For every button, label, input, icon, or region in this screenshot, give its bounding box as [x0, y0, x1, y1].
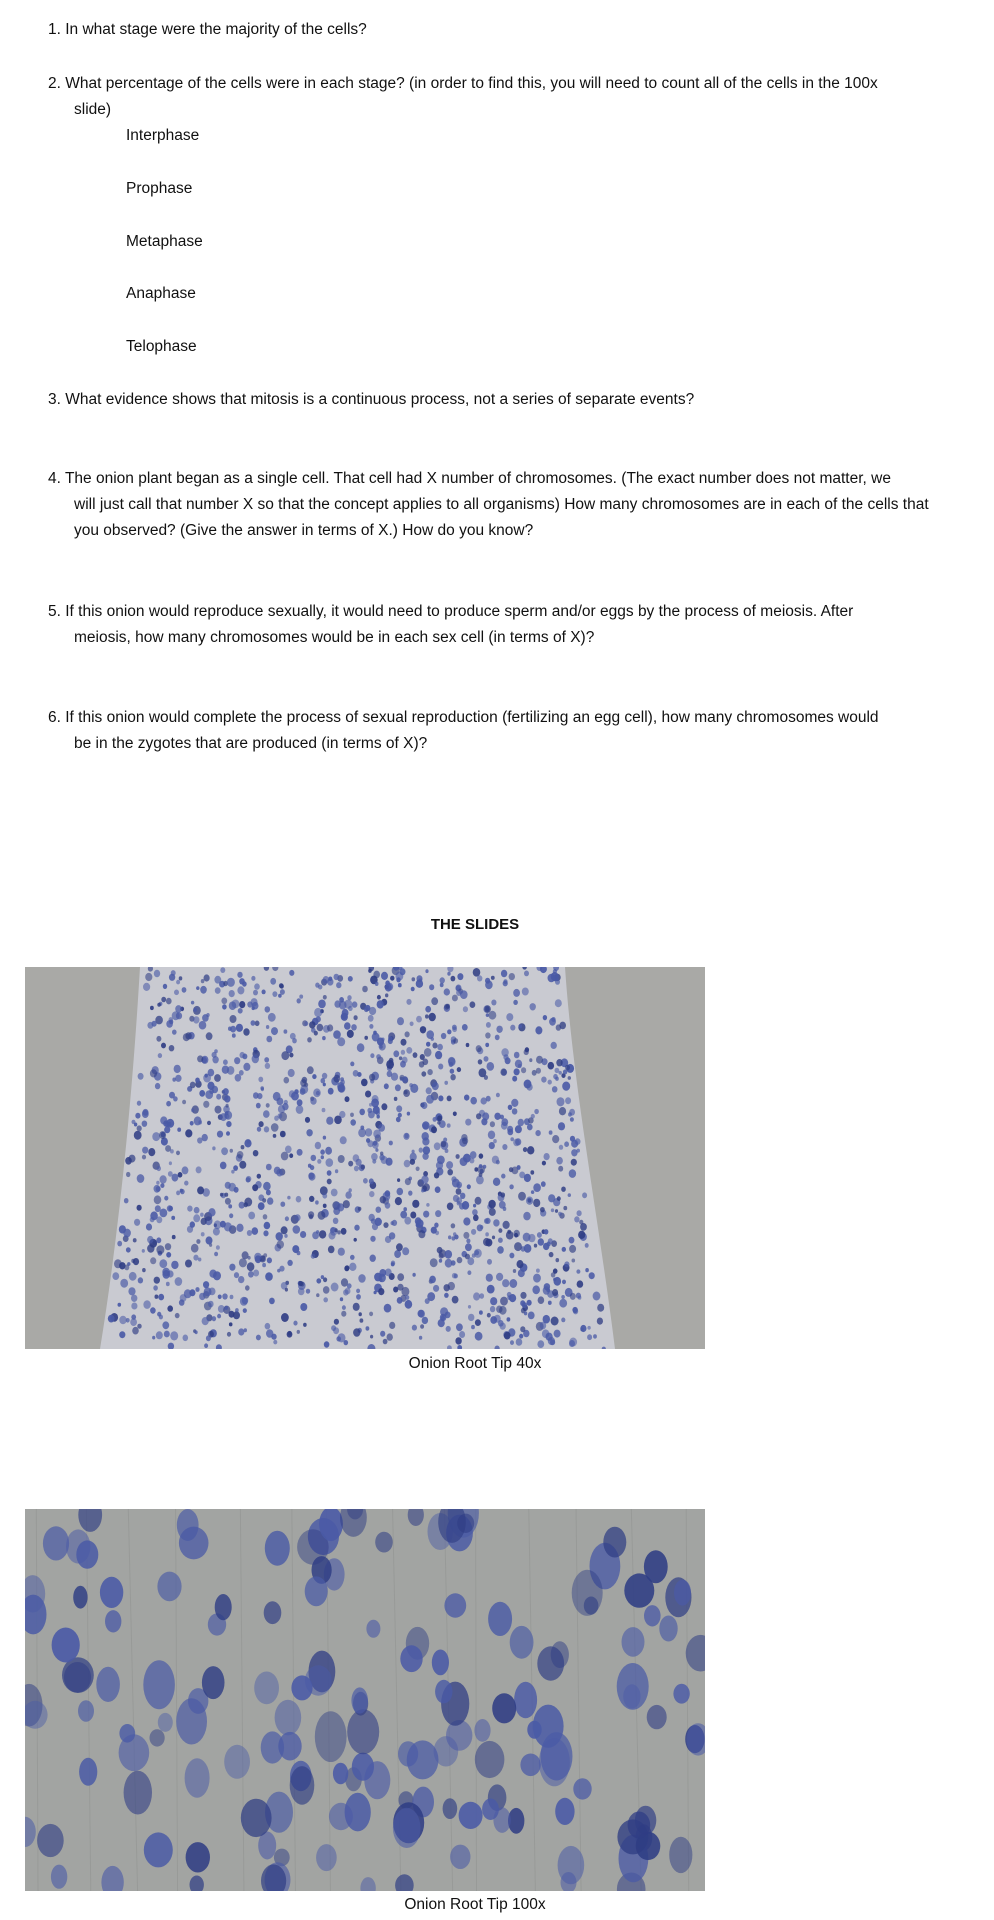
- slide-caption-40x: Onion Root Tip 40x: [408, 1355, 542, 1372]
- slide-image-100x: [25, 1509, 705, 1891]
- slide-image-40x: [25, 967, 705, 1349]
- question-number: 3.: [48, 391, 61, 408]
- question-6: [48, 705, 938, 757]
- question-2: [48, 71, 938, 123]
- question-number: 5.: [48, 603, 61, 620]
- question-text-continued: meiosis, how many chromosomes would be in each sex cell (in terms of X)?: [74, 629, 595, 646]
- question-number: 4.: [48, 470, 61, 487]
- question-text-continued: be in the zygotes that are produced (in terms of X)?: [74, 735, 428, 752]
- question-4: [48, 466, 938, 544]
- question-text-continued: slide): [74, 101, 112, 118]
- question-text: If this onion would reproduce sexually, it would need to produce sperm and/or eggs by the process of meiosis. After: [65, 603, 854, 620]
- question-text: If this onion would complete the process of sexual reproduction (fertilizing an egg cell), how many chromosomes would: [65, 709, 879, 726]
- question-number: 2.: [48, 75, 61, 92]
- slide-caption-100x: Onion Root Tip 100x: [404, 1896, 546, 1913]
- stage-anaphase: Anaphase: [126, 285, 196, 302]
- stage-interphase: Interphase: [126, 127, 200, 144]
- question-5: [48, 599, 938, 651]
- question-text: What evidence shows that mitosis is a continuous process, not a series of separate events?: [65, 391, 695, 408]
- stage-telophase: Telophase: [126, 338, 197, 355]
- question-text: In what stage were the majority of the cells?: [65, 21, 367, 38]
- stage-prophase: Prophase: [126, 180, 193, 197]
- section-title: THE SLIDES: [430, 916, 520, 933]
- question-text-continued: will just call that number X so that the concept applies to all organisms) How many chromosomes are in each of the cells that you observed? (Give the answer in terms of X.) How do you know?: [74, 496, 929, 539]
- question-number: 6.: [48, 709, 61, 726]
- question-text: The onion plant began as a single cell. That cell had X number of chromosomes. (The exact number does not matter, we: [64, 470, 891, 487]
- question-1: [48, 17, 938, 43]
- stage-metaphase: Metaphase: [126, 233, 203, 250]
- question-number: 1.: [48, 21, 61, 38]
- question-3: [48, 387, 938, 413]
- question-text: What percentage of the cells were in each stage? (in order to find this, you will need to count all of the cells in the 100x: [65, 75, 878, 92]
